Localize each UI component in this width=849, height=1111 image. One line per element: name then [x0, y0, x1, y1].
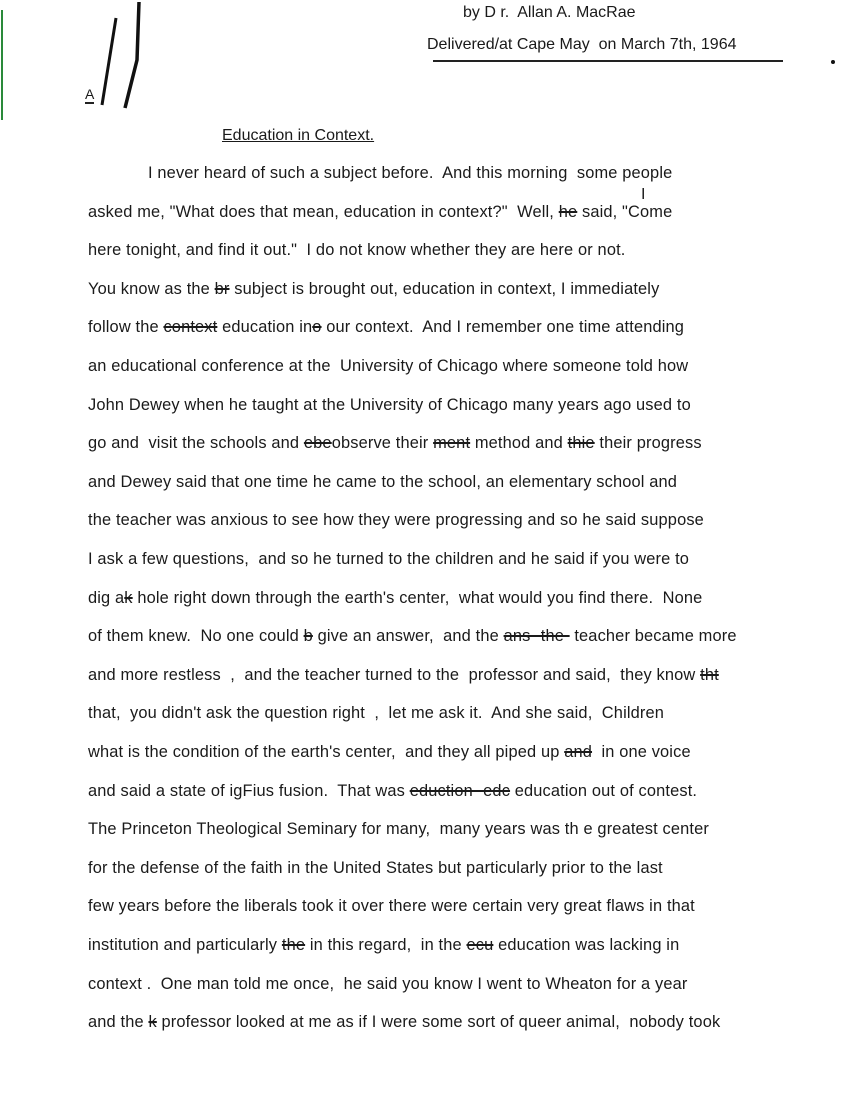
text-segment: go and visit the schools and	[88, 434, 304, 453]
struck-text: thie	[567, 434, 595, 453]
text-segment: education in	[217, 318, 313, 337]
text-line	[88, 241, 626, 260]
text-segment: education out of contest.	[510, 781, 698, 800]
margin-stroke-right	[125, 2, 139, 108]
text-segment: in one voice	[592, 743, 691, 761]
text-line	[88, 357, 688, 376]
text-segment: You know as the	[88, 279, 215, 298]
text-segment: follow the	[88, 318, 164, 337]
text-line	[88, 704, 664, 723]
text-segment: few years before the liberals took it over there were certain very great flaws in that	[88, 897, 695, 916]
text-line	[88, 743, 691, 762]
text-segment: hole right down through the earth's center, what would you find there. None	[132, 588, 703, 607]
text-segment: the teacher was anxious to see how they were progressing and so he said suppose	[88, 511, 704, 530]
text-segment: dig a	[88, 588, 125, 607]
struck-text: eduction -edc	[409, 781, 511, 800]
text-line	[88, 396, 691, 415]
text-line	[88, 280, 659, 299]
text-segment: I never heard of such a subject before. And this morning some people	[148, 164, 673, 182]
text-segment: of them knew. No one could	[88, 627, 304, 646]
text-segment: observe their	[331, 434, 434, 453]
text-segment: an educational conference at the University of Chicago where someone told how	[88, 357, 689, 375]
text-line	[88, 203, 672, 222]
text-line	[88, 820, 709, 839]
text-line	[88, 589, 702, 608]
document-title: Education in Context.	[222, 127, 375, 144]
struck-text: k	[124, 588, 133, 607]
text-segment: and the	[88, 1013, 149, 1032]
text-segment: what is the condition of the earth's center, and they all piped up	[88, 743, 565, 761]
text-segment: asked me, "What does that mean, education in context?" Well,	[88, 202, 559, 221]
text-segment: John Dewey when he taught at the University of Chicago many years ago used to	[88, 395, 691, 414]
text-segment: give an answer, and the	[312, 627, 504, 646]
struck-text: the	[281, 936, 306, 954]
text-segment: that, you didn't ask the question right , let me ask it. And she said, Children	[88, 704, 665, 723]
text-line	[88, 1013, 720, 1032]
text-segment: their progress	[594, 434, 702, 453]
text-line	[88, 859, 663, 878]
text-segment: in this regard, in the	[305, 936, 467, 954]
struck-text: br	[214, 279, 230, 298]
struck-text: ans -the-	[503, 627, 570, 646]
text-line	[88, 666, 719, 685]
delivery-info: Delivered/at Cape May on March 7th, 1964	[427, 36, 737, 53]
scan-dot	[831, 60, 835, 64]
struck-text: o	[312, 318, 322, 337]
struck-text: ment	[433, 434, 471, 453]
struck-text: tht	[700, 665, 719, 684]
text-segment: here tonight, and find it out." I do not know whether they are here or not.	[88, 241, 626, 260]
header-underline	[433, 60, 783, 62]
text-segment: and said a state of igFius fusion. That was	[88, 781, 410, 800]
text-segment: subject is brought out, education in context, I immediately	[229, 279, 660, 298]
text-line	[88, 782, 697, 801]
margin-stroke-left	[102, 18, 116, 105]
struck-text: context	[163, 318, 218, 337]
text-segment: our context. And I remember one time attending	[321, 318, 685, 337]
text-line	[88, 627, 737, 646]
text-segment: for the defense of the faith in the United States but particularly prior to the last	[88, 858, 663, 877]
text-segment: and more restless , and the teacher turned to the professor and said, they know	[88, 665, 701, 684]
text-segment: education was lacking in	[493, 936, 680, 954]
struck-text: he	[558, 202, 578, 221]
text-line	[148, 164, 672, 183]
text-line	[88, 550, 689, 569]
struck-text: ecu	[466, 936, 494, 954]
text-segment: method and	[470, 434, 568, 453]
text-segment: I ask a few questions, and so he turned to the children and he said if you were to	[88, 550, 690, 568]
struck-text: ebe	[303, 434, 332, 453]
struck-text: k	[148, 1013, 157, 1032]
author-byline: by D r. Allan A. MacRae	[463, 4, 636, 21]
handwritten-insertion: I	[641, 186, 646, 203]
struck-text: and	[564, 743, 593, 761]
text-segment: said, "Come	[577, 202, 673, 221]
text-line	[88, 318, 684, 337]
text-line	[88, 936, 679, 955]
text-line	[88, 897, 695, 916]
text-segment: teacher became more	[569, 627, 737, 646]
text-segment: professor looked at me as if I were some sort of queer animal, nobody took	[156, 1013, 721, 1032]
text-line	[88, 511, 704, 530]
margin-mark: A	[85, 86, 95, 102]
text-line	[88, 473, 677, 492]
text-segment: institution and particularly	[88, 936, 282, 954]
text-segment: The Princeton Theological Seminary for many, many years was th e greatest center	[88, 820, 710, 839]
text-line	[88, 975, 688, 994]
text-line	[88, 434, 702, 453]
text-segment: context . One man told me once, he said you know I went to Wheaton for a year	[88, 974, 688, 993]
struck-text: b	[303, 627, 313, 646]
text-segment: and Dewey said that one time he came to the school, an elementary school and	[88, 472, 678, 491]
